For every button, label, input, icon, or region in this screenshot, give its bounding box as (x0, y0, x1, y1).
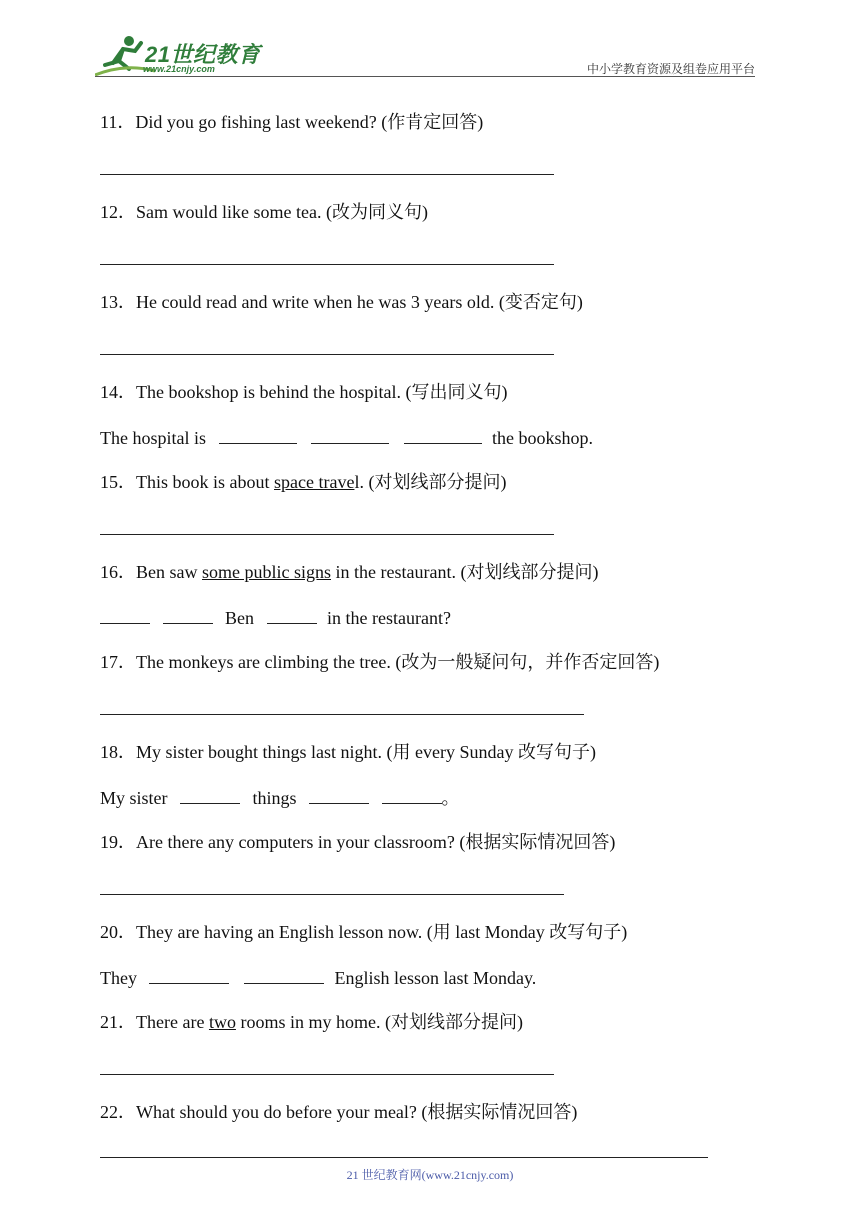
question-21 (100, 1011, 523, 1033)
answer-suffix: the bookshop. (492, 428, 593, 448)
question-number: 16． (100, 562, 136, 582)
question-19 (100, 831, 615, 853)
underlined-phrase: two (208, 1012, 236, 1032)
answer-line-15[interactable] (100, 534, 554, 535)
header-platform-text: 中小学教育资源及组卷应用平台 (586, 62, 755, 76)
question-22 (100, 1101, 577, 1123)
question-text: Are there any computers in your classroom? (根据实际情况回答) (136, 832, 616, 852)
question-number: 14． (100, 382, 136, 402)
question-text: in the restaurant. (对划线部分提问) (331, 562, 599, 582)
question-text: Sam would like some tea. (改为同义句) (136, 202, 428, 222)
question-13 (100, 291, 583, 313)
answer-suffix: 。 (441, 788, 460, 808)
answer-row-18 (100, 786, 460, 809)
question-16 (100, 561, 598, 583)
question-11 (100, 111, 483, 133)
question-text: Ben saw (136, 562, 202, 582)
answer-line-12[interactable] (100, 264, 554, 265)
question-18 (100, 741, 596, 763)
blank[interactable] (267, 606, 317, 624)
blank[interactable] (244, 966, 324, 984)
page-footer: 21 世纪教育网(www.21cnjy.com) (346, 1168, 514, 1182)
question-number: 11． (100, 112, 136, 132)
question-text: My sister bought things last night. (用 every Sunday 改写句子) (136, 742, 596, 762)
question-15 (100, 471, 506, 493)
blank[interactable] (382, 786, 442, 804)
question-text: l. (对划线部分提问) (354, 472, 507, 492)
blank[interactable] (163, 606, 213, 624)
blank[interactable] (219, 426, 297, 444)
question-text: There are (136, 1012, 209, 1032)
blank[interactable] (404, 426, 482, 444)
question-number: 18． (100, 742, 136, 762)
answer-line-11[interactable] (100, 174, 554, 175)
question-text: The monkeys are climbing the tree. (改为一般疑问句，并作否定回答) (136, 652, 660, 672)
blank[interactable] (311, 426, 389, 444)
answer-line-13[interactable] (100, 354, 554, 355)
answer-prefix: My sister (100, 788, 168, 808)
question-text: rooms in my home. (对划线部分提问) (235, 1012, 523, 1032)
answer-middle: things (252, 788, 297, 808)
question-text: Did you go fishing last weekend? (作肯定回答) (135, 112, 484, 132)
question-number: 22． (100, 1102, 136, 1122)
blank[interactable] (100, 606, 150, 624)
answer-row-20 (100, 966, 536, 989)
question-number: 12． (100, 202, 136, 222)
blank[interactable] (180, 786, 240, 804)
question-number: 21． (100, 1012, 136, 1032)
answer-line-22[interactable] (100, 1157, 708, 1158)
answer-word: Ben (225, 608, 254, 628)
answer-row-16 (100, 606, 451, 629)
underlined-phrase: space trave (274, 472, 355, 492)
answer-line-19[interactable] (100, 894, 564, 895)
answer-line-17[interactable] (100, 714, 584, 715)
question-12 (100, 201, 428, 223)
answer-suffix: in the restaurant? (327, 608, 451, 628)
answer-line-21[interactable] (100, 1074, 554, 1075)
question-text: The bookshop is behind the hospital. (写出同义句) (136, 382, 508, 402)
question-17 (100, 651, 659, 673)
question-text: This book is about (136, 472, 274, 492)
page-header (0, 0, 860, 80)
question-20 (100, 921, 627, 943)
answer-prefix: They (100, 968, 137, 988)
logo-url: www.21cnjy.com (143, 64, 215, 74)
question-number: 17． (100, 652, 136, 672)
logo-text: 21世纪教育 (145, 42, 261, 67)
question-14 (100, 381, 507, 403)
question-text: They are having an English lesson now. (用 last Monday 改写句子) (136, 922, 628, 942)
answer-prefix: The hospital is (100, 428, 206, 448)
underlined-phrase: some public signs (202, 562, 331, 582)
header-divider (95, 76, 755, 77)
question-number: 20． (100, 922, 136, 942)
blank[interactable] (149, 966, 229, 984)
answer-suffix: English lesson last Monday. (334, 968, 537, 988)
question-number: 15． (100, 472, 136, 492)
question-number: 13． (100, 292, 136, 312)
question-text: What should you do before your meal? (根据实际情况回答) (136, 1102, 578, 1122)
blank[interactable] (309, 786, 369, 804)
question-number: 19． (100, 832, 136, 852)
answer-row-14 (100, 426, 593, 449)
question-text: He could read and write when he was 3 years old. (变否定句) (136, 292, 583, 312)
